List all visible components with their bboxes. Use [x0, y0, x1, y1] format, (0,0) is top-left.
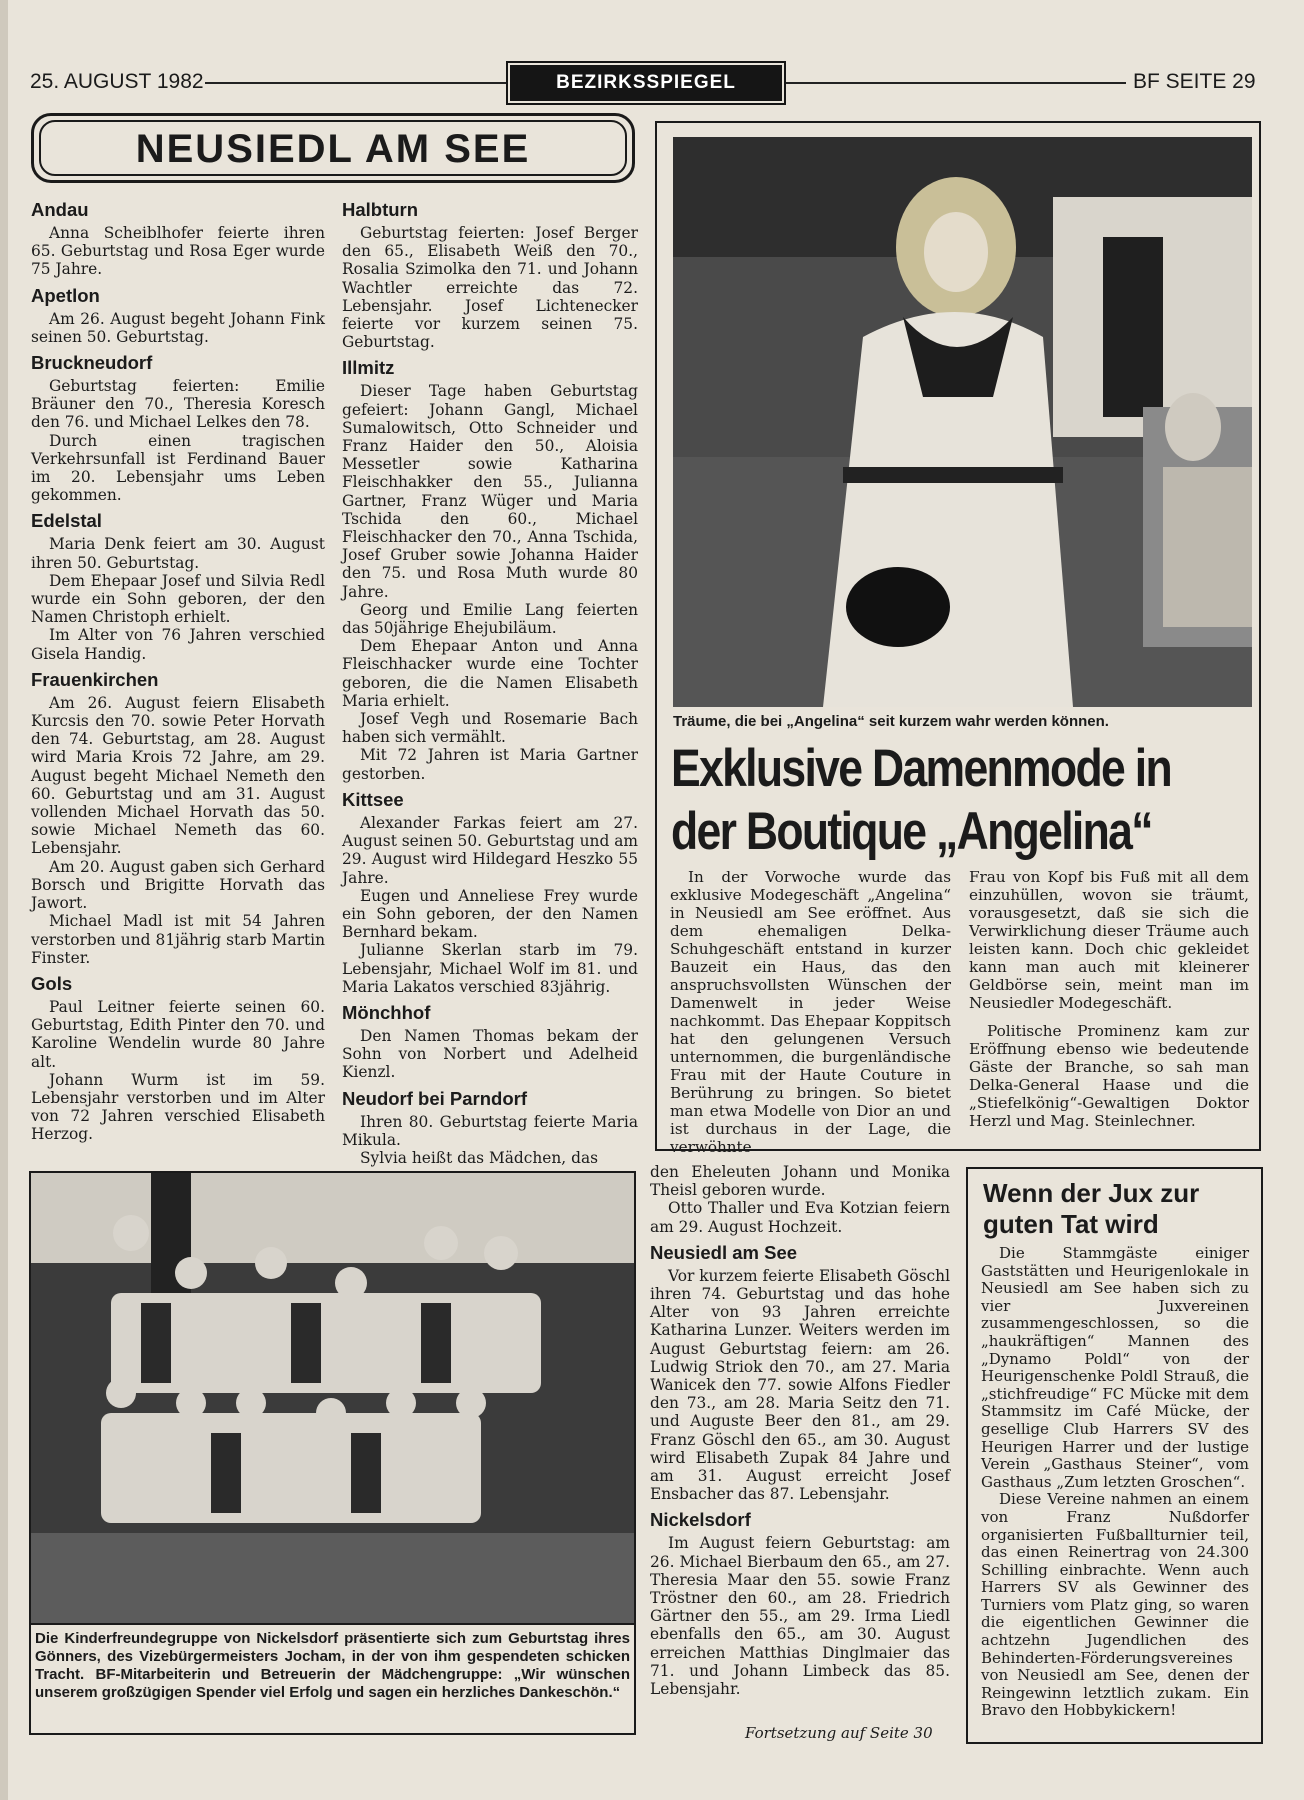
- news-item: [342, 357, 638, 782]
- news-item: [31, 199, 325, 279]
- region-title: NEUSIEDL AM SEE: [39, 120, 627, 176]
- town-heading: Frauenkirchen: [31, 668, 159, 690]
- news-item: [342, 1088, 638, 1168]
- news-item: [650, 1509, 950, 1698]
- news-paragraph: Dem Ehepaar Anton und Anna Fleischhacker wurde eine Tochter geboren, die die Namen Elisabeth Maria erhielt.: [342, 637, 638, 710]
- news-paragraph: Politische Prominenz kam zur Eröffnung ebenso wie bedeutende Gäste der Branche, so sah man Delka-General Haase und die „Stiefelkönig“-Gewaltigen Doktor Herzl und Mag. Steinlechner.: [969, 1022, 1249, 1130]
- news-item: [342, 789, 638, 996]
- news-paragraph: Maria Denk feiert am 30. August ihren 50. Geburtstag.: [31, 535, 325, 572]
- news-paragraph: Otto Thaller und Eva Kotzian feiern am 29. August Hochzeit.: [650, 1199, 950, 1236]
- news-item: [31, 285, 325, 346]
- kinder-photo: [29, 1171, 636, 1625]
- page-number: BF SEITE 29: [1133, 70, 1256, 93]
- news-item: [650, 1242, 950, 1504]
- news-paragraph: Am 26. August begeht Johann Fink seinen 50. Geburtstag.: [31, 309, 325, 346]
- news-item: [31, 669, 325, 967]
- news-paragraph: Am 20. August gaben sich Gerhard Borsch und Brigitte Horvath das Jawort.: [31, 857, 325, 913]
- town-heading: Andau: [31, 199, 89, 220]
- news-paragraph: Durch einen tragischen Verkehrsunfall ist Ferdinand Bauer im 20. Lebensjahr ums Leben gekommen.: [31, 431, 325, 505]
- boutique-photo-caption: Träume, die bei „Angelina“ seit kurzem wahr werden können.: [673, 713, 1109, 730]
- news-item: [31, 973, 325, 1144]
- boutique-headline: [671, 737, 1171, 863]
- jux-headline: Wenn der Jux zur guten Tat wird: [983, 1178, 1200, 1239]
- news-paragraph: Die Stammgäste einiger Gaststätten und Heurigenlokale in Neusiedl am See haben sich zu vier Juxvereinen zusammengeschlossen, so die „haukräftigen“ Mannen des „Dynamo Poldl“ von der Heurigenschenke Poldl Strauß, die „stichfreudige“ FC Mücke mit dem Stammsitz im Café Mücke, der gesellige Club Harrers SV des Heurigen Harrer und der lustige Verein „Gasthaus Steiner“, vom Gasthaus „Zum letzten Groschen“.: [981, 1244, 1249, 1491]
- news-paragraph: Vor kurzem feierte Elisabeth Göschl ihren 74. Geburtstag und das hohe Alter von 93 Jahren erreichte Katharina Lunzer. Weiters werden im August Geburtstag feiern: am 26. Ludwig Striok den 70., am 27. Maria Wanicek den 77. sowie Alfons Fiedler den 73., am 28. Maria Seitz den 71. und Auguste Beer den 81., am 29. Franz Göschl den 65., am 30. August wird Elisabeth Zupak 84 Jahre und am 31. August erreicht Josef Ensbacher das 87. Lebensjahr.: [650, 1266, 950, 1504]
- news-paragraph: den Eheleuten Johann und Monika Theisl geboren wurde.: [650, 1163, 950, 1200]
- town-heading: Mönchhof: [342, 1001, 431, 1023]
- region-title-box: [31, 113, 635, 183]
- boutique-headline-line: der Boutique „Angelina“: [671, 802, 1152, 861]
- news-paragraph: Michael Madl ist mit 54 Jahren verstorben und 81jährig starb Martin Finster.: [31, 912, 325, 967]
- kinder-caption-frame: [29, 1625, 636, 1735]
- news-paragraph: Alexander Farkas feiert am 27. August seinen 50. Geburtstag und am 29. August wird Hildegard Heszko 55 Jahre.: [342, 813, 638, 887]
- continued-note: Fortsetzung auf Seite 30: [745, 1724, 933, 1742]
- news-paragraph: Paul Leitner feierte seinen 60. Geburtstag, Edith Pinter den 70. und Karoline Wendelin wurde 80 Jahre alt.: [31, 997, 325, 1071]
- news-paragraph: Johann Wurm ist im 59. Lebensjahr verstorben und im Alter von 72 Jahren verschied Elisabeth Herzog.: [31, 1070, 325, 1144]
- town-heading: Nickelsdorf: [650, 1509, 751, 1531]
- fashion-model-image: [673, 137, 1252, 707]
- news-paragraph: Am 26. August feiern Elisabeth Kurcsis den 70. sowie Peter Horvath den 74. Geburtstag, am 28. August wird Maria Krois 72 Jahre, am 29. August begeht Michael Nemeth den 60. Geburtstag und am 31. August vollenden Michael Horvath das 50. sowie Michael Nemeth das 60. Lebensjahr.: [31, 693, 325, 858]
- news-column-2: [342, 193, 638, 1167]
- town-heading: Neudorf bei Parndorf: [342, 1087, 528, 1109]
- news-column-3: [650, 1163, 950, 1698]
- news-paragraph: Den Namen Thomas bekam der Sohn von Norbert und Adelheid Kienzl.: [342, 1026, 638, 1082]
- town-heading: Edelstal: [31, 510, 102, 532]
- news-paragraph: Dieser Tage haben Geburtstag gefeiert: Johann Gangl, Michael Sumalowitsch, Otto Schneider und Franz Haider den 50., Aloisia Messetler sowie Katharina Fleischhakker den 55., Julianna Gartner, Franz Wüger und Maria Tschida den 60., Michael Fleischhacker den 70., Anna Tschida, Josef Gruber sowie Johanna Haider den 75. und Rosa Muth wurde 80 Jahre.: [342, 382, 638, 601]
- news-paragraph: Frau von Kopf bis Fuß mit all dem einzuhüllen, wovon sie träumt, vorausgesetzt, daß sie sich die Verwirklichung dieser Träume auch leisten kann. Doch chic gekleidet kann man auch mit kleinerer Geldbörse sein, meint man im Neusiedler Modegeschäft.: [969, 868, 1249, 1012]
- town-heading: Illmitz: [342, 357, 395, 379]
- kinder-photo-caption: Die Kinderfreundegruppe von Nickelsdorf präsentierte sich zum Geburtstag ihres Gönners, des Vizebürgermeisters Jocham, in der von ihm gespendeten schicken Tracht. BF-Mitarbeiterin und Betreuerin der Mädchengruppe: „Wir wünschen unserem großzügigen Spender viel Erfolg und sagen ein herzliches Dankeschön.“: [35, 1630, 630, 1701]
- header-rule-left: [205, 82, 508, 84]
- news-paragraph: Im August feiern Geburtstag: am 26. Michael Bierbaum den 65., am 27. Theresia Maar den 55. sowie Franz Tröstner den 60., am 28. Friedrich Gärtner den 55., am 29. Irma Liedl ebenfalls den 65., am 30. August erreichen Matthias Dinglmaier das 71. und Johann Limbeck das 85. Lebensjahr.: [650, 1534, 950, 1699]
- news-item: [342, 1002, 638, 1082]
- news-item: [31, 510, 325, 662]
- town-heading: Kittsee: [342, 788, 404, 810]
- news-paragraph: Anna Scheiblhofer feierte ihren 65. Geburtstag und Rosa Eger wurde 75 Jahre.: [31, 224, 325, 279]
- boutique-headline-line: Exklusive Damenmode in: [671, 739, 1171, 798]
- news-paragraph: In der Vorwoche wurde das exklusive Modegeschäft „Angelina“ in Neusiedl am See eröffnet. Aus dem ehemaligen Delka-Schuhgeschäft entstand in kurzer Bauzeit ein Haus, das den anspruchsvollsten Wünschen der Damenwelt in jeder Weise nachkommt. Das Ehepaar Koppitsch hat den gelungenen Versuch unternommen, die burgenländische Frau mit der Haute Couture in Berührung zu bringen. So bietet man etwa Modelle von Dior an und ist durchaus in der Lage, die verwöhnte: [670, 868, 951, 1156]
- news-item: [31, 352, 325, 504]
- town-heading: Gols: [31, 972, 73, 994]
- news-paragraph: Julianne Skerlan starb im 79. Lebensjahr, Michael Wolf im 81. und Maria Lakatos verschied 83jährig.: [342, 941, 638, 996]
- page-binding-shadow: [0, 0, 8, 1800]
- news-paragraph: Mit 72 Jahren ist Maria Gartner gestorben.: [342, 746, 638, 783]
- section-label: BEZIRKSSPIEGEL: [510, 65, 782, 101]
- news-paragraph: Georg und Emilie Lang feierten das 50jährige Ehejubiläum.: [342, 600, 638, 638]
- news-paragraph: Ihren 80. Geburtstag feierte Maria Mikula.: [342, 1112, 638, 1149]
- town-heading: Apetlon: [31, 284, 100, 306]
- boutique-text-left: [670, 868, 951, 1156]
- group-photo-image: [31, 1173, 634, 1623]
- news-paragraph: Geburtstag feierten: Emilie Bräuner den 70., Theresia Koresch den 76. und Michael Lelkes den 78.: [31, 377, 325, 432]
- town-heading: Bruckneudorf: [31, 352, 153, 374]
- jux-text: [981, 1245, 1249, 1720]
- news-column-1: [31, 193, 325, 1144]
- news-paragraph: Diese Vereine nahmen an einem von Franz Nußdorfer organisierten Fußballturnier teil, das einen Reinertrag von 24.300 Schilling einbrachte. Wenn auch Harrers SV als Gewinner des Turniers vom Platz ging, so waren die eigentlichen Gewinner die achtzehn Jugendlichen des Behinderten-Förderungsvereines von Neusiedl am See, denen der Reingewinn letztlich zukam. Ein Bravo den Hobbykickern!: [981, 1490, 1249, 1720]
- boutique-text-right: [969, 868, 1249, 1130]
- town-heading: Neusiedl am See: [650, 1241, 798, 1263]
- news-paragraph: Geburtstag feierten: Josef Berger den 65., Elisabeth Weiß den 70., Rosalia Szimolka den 71. und Johann Wachtler erreichte das 72. Lebensjahr. Josef Lichtenecker feierte vor kurzem seinen 75. Geburtstag.: [342, 224, 638, 352]
- news-paragraph: Eugen und Anneliese Frey wurde ein Sohn geboren, der den Namen Bernhard bekam.: [342, 886, 638, 942]
- news-item: [342, 199, 638, 351]
- news-paragraph: Sylvia heißt das Mädchen, das: [360, 1148, 599, 1167]
- news-paragraph: Im Alter von 76 Jahren verschied Gisela Handig.: [31, 626, 325, 663]
- news-paragraph: Dem Ehepaar Josef und Silvia Redl wurde ein Sohn geboren, der den Namen Christoph erhielt.: [31, 571, 325, 627]
- news-paragraph: Josef Vegh und Rosemarie Bach haben sich vermählt.: [342, 710, 638, 747]
- header-rule-right: [786, 82, 1126, 84]
- issue-date: 25. AUGUST 1982: [30, 70, 204, 93]
- boutique-photo: [673, 137, 1252, 707]
- town-heading: Halbturn: [342, 199, 419, 220]
